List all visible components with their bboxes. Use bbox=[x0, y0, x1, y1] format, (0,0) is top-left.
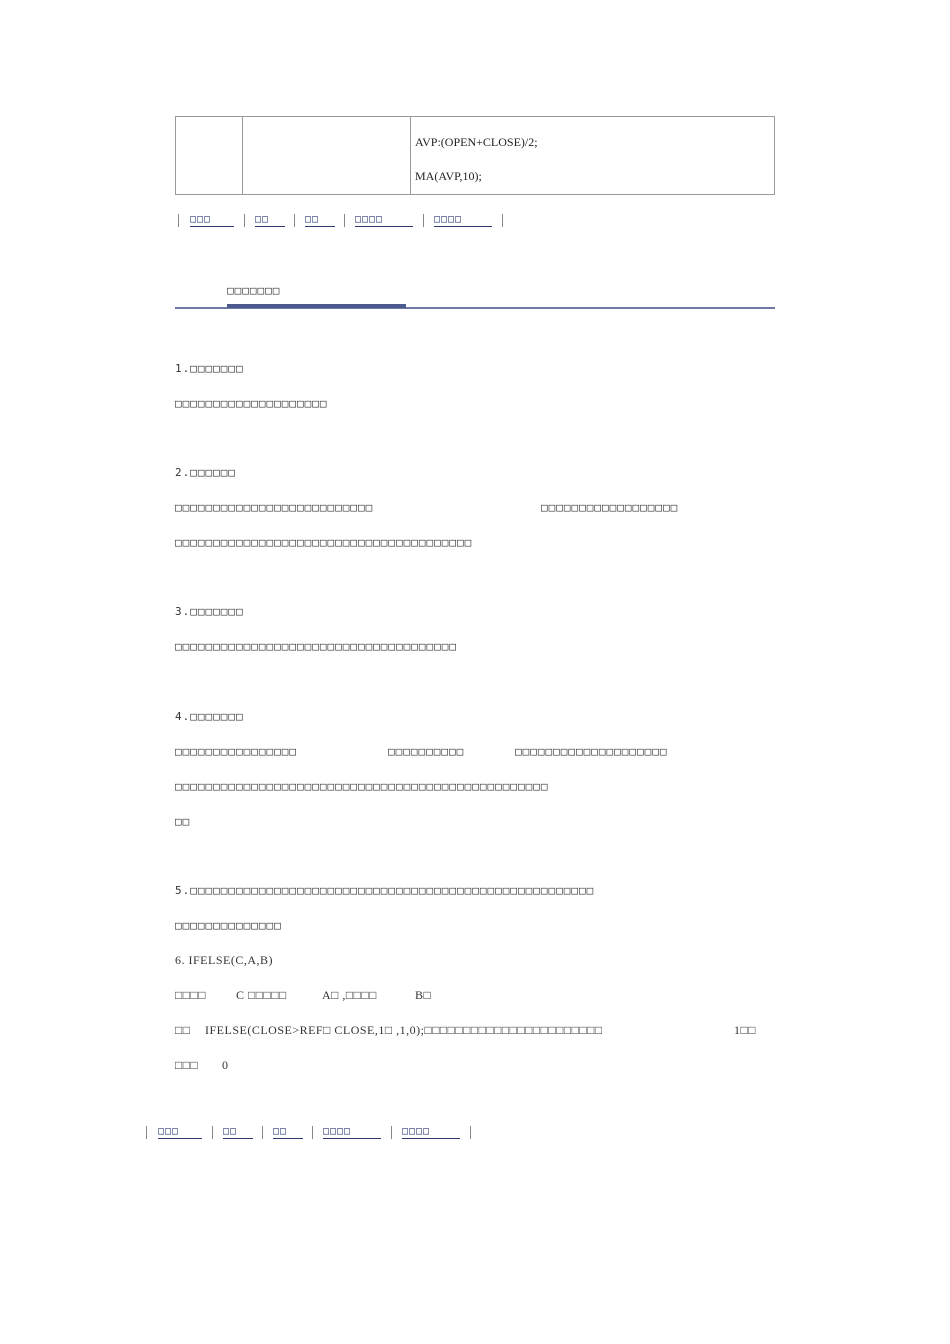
item-6-title: 6. IFELSE(C,A,B) bbox=[175, 953, 273, 967]
nav-separator bbox=[294, 214, 295, 227]
nav-separator bbox=[470, 1126, 471, 1139]
item-6-desc: A□ ,□□□□ bbox=[322, 988, 377, 1002]
nav-link-1[interactable]: □□□ bbox=[190, 214, 234, 227]
nav-link-5[interactable]: □□□□ bbox=[402, 1126, 460, 1139]
nav-separator bbox=[391, 1126, 392, 1139]
nav-bar-top bbox=[178, 214, 508, 230]
nav-separator bbox=[502, 214, 503, 227]
item-1-line: □□□□□□□□□□□□□□□□□□□□ bbox=[175, 397, 328, 410]
table-cell-2 bbox=[243, 117, 411, 194]
item-6-example: 0 bbox=[222, 1058, 229, 1072]
item-6-example: □□□ bbox=[175, 1058, 199, 1072]
item-6-desc: B□ bbox=[415, 988, 432, 1002]
item-1-title: 1.□□□□□□□ bbox=[175, 362, 244, 375]
nav-link-2[interactable]: □□ bbox=[223, 1126, 253, 1139]
table-cell-1 bbox=[176, 117, 243, 194]
nav-separator bbox=[178, 214, 179, 227]
section-heading: □□□□□□□ bbox=[227, 284, 281, 297]
nav-separator bbox=[262, 1126, 263, 1139]
code-line-2: MA(AVP,10); bbox=[415, 169, 482, 183]
nav-separator bbox=[212, 1126, 213, 1139]
item-2-line: □□□□□□□□□□□□□□□□□□□□□□□□□□□□□□□□□□□□□□□ bbox=[175, 536, 473, 549]
nav-bar-bottom bbox=[146, 1126, 476, 1142]
item-4-line: □□□□□□□□□□□□□□□□ bbox=[175, 745, 297, 758]
item-6-desc: □□□□ bbox=[175, 988, 206, 1002]
item-4-title: 4.□□□□□□□ bbox=[175, 710, 244, 723]
nav-link-4[interactable]: □□□□ bbox=[323, 1126, 381, 1139]
item-3-line: □□□□□□□□□□□□□□□□□□□□□□□□□□□□□□□□□□□□□ bbox=[175, 640, 458, 653]
item-4-line: □□□□□□□□□□□□□□□□□□□□□□□□□□□□□□□□□□□□□□□□□□□□□□□□□ bbox=[175, 780, 549, 793]
item-6-desc: C □□□□□ bbox=[236, 988, 287, 1002]
item-3-title: 3.□□□□□□□ bbox=[175, 605, 244, 618]
nav-link-5[interactable]: □□□□ bbox=[434, 214, 492, 227]
nav-link-3[interactable]: □□ bbox=[273, 1126, 303, 1139]
nav-link-1[interactable]: □□□ bbox=[158, 1126, 202, 1139]
item-6-example: □□ bbox=[175, 1023, 191, 1037]
item-2-line: □□□□□□□□□□□□□□□□□□ bbox=[541, 501, 679, 514]
nav-link-4[interactable]: □□□□ bbox=[355, 214, 413, 227]
code-line-1: AVP:(OPEN+CLOSE)/2; bbox=[415, 135, 538, 149]
item-4-line: □□□□□□□□□□□□□□□□□□□□ bbox=[515, 745, 668, 758]
item-2-line: □□□□□□□□□□□□□□□□□□□□□□□□□□ bbox=[175, 501, 374, 514]
item-6-example: IFELSE(CLOSE>REF□ CLOSE,1□ ,1,0);□□□□□□□□□□□□□□□□□□□□□□□ bbox=[205, 1023, 603, 1037]
nav-separator bbox=[244, 214, 245, 227]
nav-link-3[interactable]: □□ bbox=[305, 214, 335, 227]
nav-separator bbox=[423, 214, 424, 227]
item-4-line: □□□□□□□□□□ bbox=[388, 745, 465, 758]
nav-separator bbox=[312, 1126, 313, 1139]
nav-link-2[interactable]: □□ bbox=[255, 214, 285, 227]
nav-separator bbox=[146, 1126, 147, 1139]
section-rule-accent bbox=[227, 304, 406, 308]
nav-separator bbox=[344, 214, 345, 227]
table-cell-code bbox=[411, 117, 774, 194]
item-5-title: 5.□□□□□□□□□□□□□□□□□□□□□□□□□□□□□□□□□□□□□□□□□□□□□□□□□□□□□ bbox=[175, 884, 595, 897]
item-6-example: 1□□ bbox=[734, 1023, 756, 1037]
item-5-line: □□□□□□□□□□□□□□ bbox=[175, 919, 282, 932]
item-4-line: □□ bbox=[175, 815, 191, 828]
item-2-title: 2.□□□□□□ bbox=[175, 466, 236, 479]
formula-table bbox=[175, 116, 775, 195]
